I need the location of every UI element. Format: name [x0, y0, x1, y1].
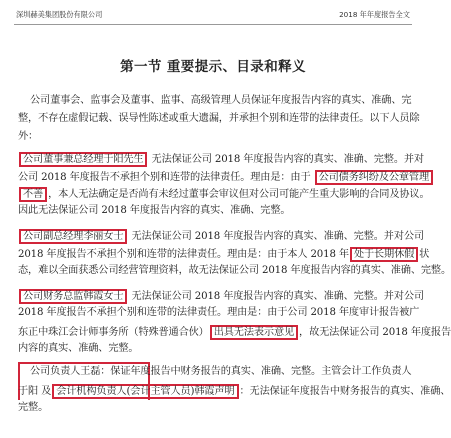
li-line3: 态，难以全面获悉公司经营管理资料，故无法保证公司 2018 年度报告内容的真实、准确、完整。 — [18, 265, 451, 276]
li-line2-text: 2018 年度报告不承担个别和连带的法律责任。理由是：由于本人 2018 年 — [18, 249, 349, 260]
han-line3 — [18, 325, 451, 340]
document-header — [14, 8, 412, 25]
section-title: 第一节 重要提示、目录和释义 — [120, 59, 306, 75]
highlight-box-no-opinion: 出具无法表示意见 — [210, 325, 298, 340]
final-line1: 公司负责人王磊：保证年度报告中财务报告的真实、准确、完整。主管会计工作负责人 — [30, 366, 412, 377]
highlight-box-han: 公司财务总监韩霞女士 — [19, 289, 127, 304]
para1-line2: 整，不存在虚假记载、误导性陈述或重大遗漏，并承担个别和连带的法律责任。以下人员除 — [18, 113, 420, 124]
han-line1-text: 无法保证公司 2018 年度报告内容的真实、准确、完整。并对公司 — [131, 291, 424, 302]
final-line2 — [18, 384, 451, 399]
yang-line1-text: 无法保证公司 2018 年度报告内容的真实、准确、完整。并对 — [151, 154, 424, 165]
han-line1 — [18, 289, 424, 304]
yang-line3 — [18, 187, 430, 202]
header-report-title: 2018 年年度报告全文 — [339, 10, 410, 19]
final-line3: 完整。 — [18, 402, 49, 413]
highlight-box-debt-dispute: 公司债务纠纷及公章管理 — [315, 170, 433, 185]
han-line4: 内容的真实、准确、完整。 — [18, 343, 139, 354]
yang-line4: 因此无法保证公司 2018 年度报告内容的真实、准确、完整。 — [18, 205, 291, 216]
yang-line2 — [18, 170, 429, 185]
yang-line1 — [18, 152, 424, 167]
highlight-box-li: 公司副总经理李丽女士 — [19, 229, 127, 244]
yang-line2-text: 公司 2018 年度报告不承担个别和连带的法律责任。理由是：由于 — [18, 172, 311, 183]
li-line1 — [18, 229, 424, 244]
han-line2: 2018 年度报告不承担个别和连带的法律责任。理由是：由于公司 2018 年度审计报告被广 — [18, 307, 420, 318]
para1-line3: 外： — [18, 131, 39, 142]
header-company-name: 深圳赫美集团股份有限公司 — [16, 10, 103, 19]
final-line2-tail: ：无法保证年度报告中财务报告的真实、准确、 — [239, 386, 451, 397]
para1-line1: 公司董事会、监事会及董事、监事、高级管理人员保证年度报告内容的真实、准确、完 — [30, 95, 412, 106]
highlight-box-long-leave: 处于长期休假 — [350, 247, 418, 262]
yang-line3-text: ，本人无法确定是否尚有未经过董事会审议但对公司可能产生重大影响的合同及协议。 — [48, 189, 430, 200]
han-line3-tail: ，故无法保证公司 2018 年度报告 — [299, 327, 451, 338]
final-line2-text: 于阳 及 — [18, 386, 52, 397]
highlight-box-yang: 公司董事兼总经理于阳先生 — [19, 152, 147, 167]
highlight-box-accounting-head: 会计机构负责人(会计主管人员)韩霞声明 — [52, 384, 238, 399]
highlight-box-mismanagement: 不善 — [19, 187, 47, 202]
li-line2-tail: 状 — [419, 249, 430, 260]
li-line2 — [18, 247, 430, 262]
li-line1-text: 无法保证公司 2018 年度报告内容的真实、准确、完整。并对公司 — [131, 231, 424, 242]
han-line3-text: 东正中珠江会计师事务所（特殊普通合伙） — [18, 327, 209, 338]
